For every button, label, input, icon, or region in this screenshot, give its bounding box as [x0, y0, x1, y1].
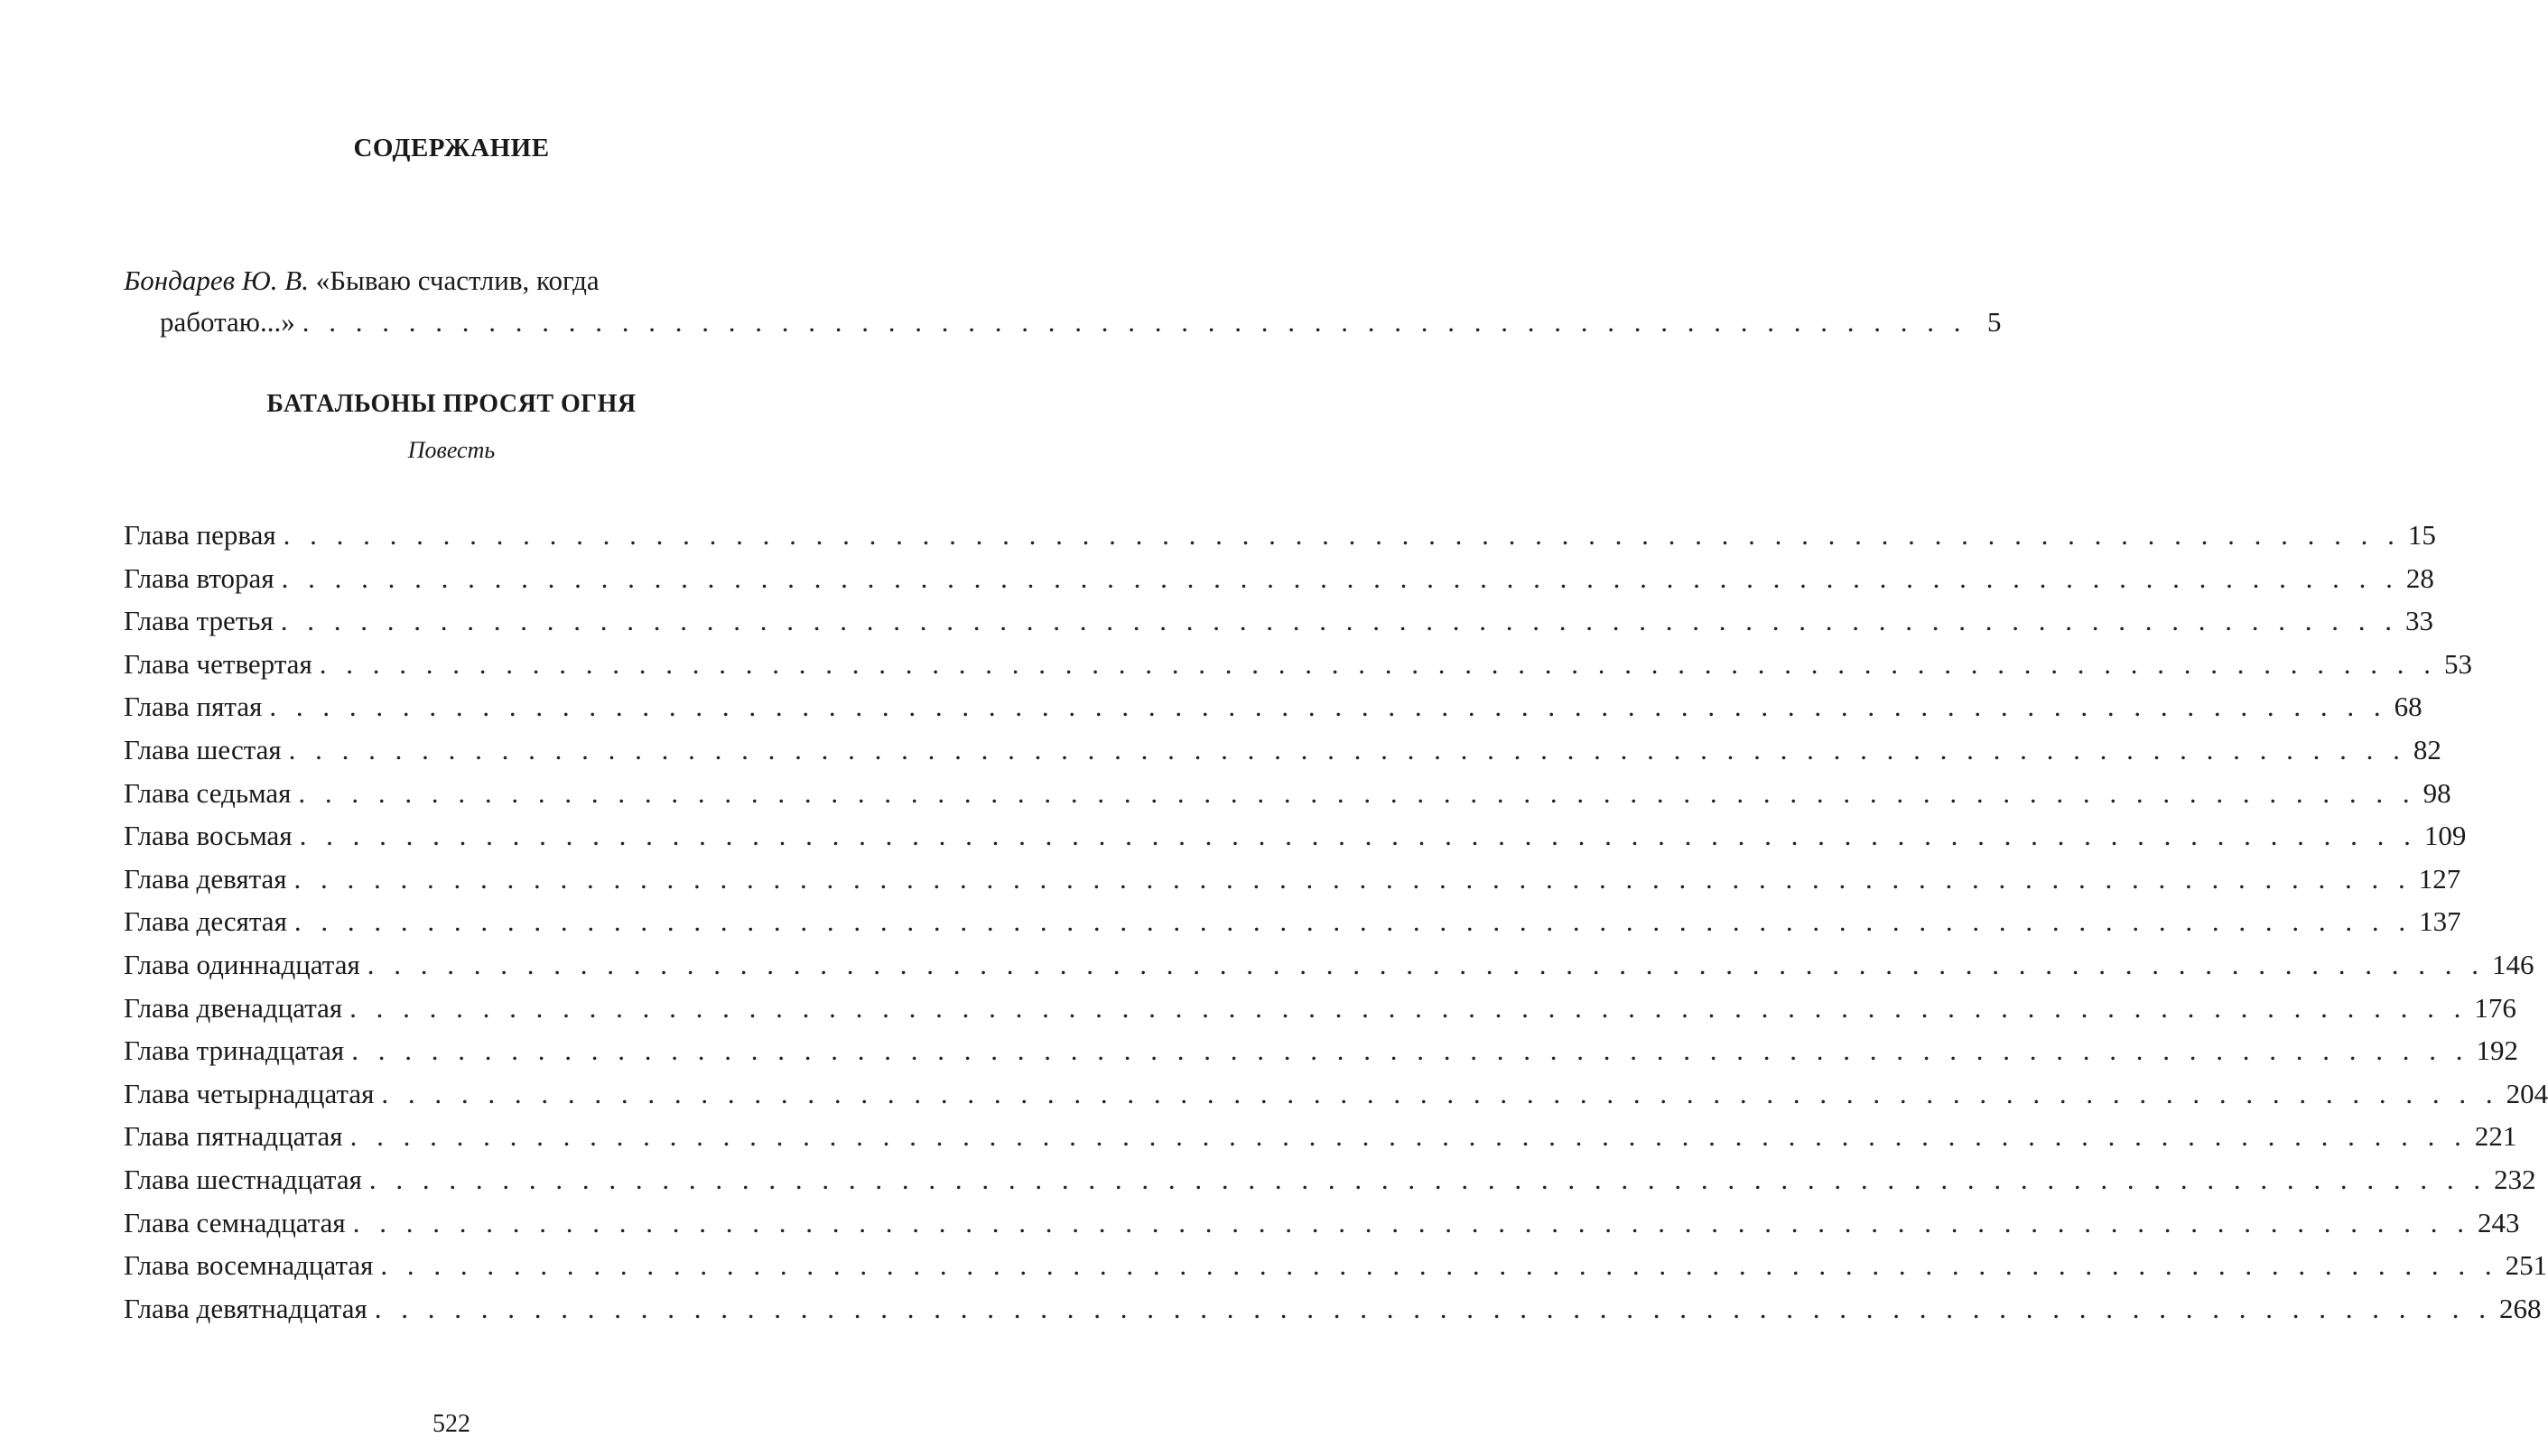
dot-leader: . . . . . . . . . . . . . . . . . . . . . . . . . . . . . . . . . . . . . . . . . . . . . . . . . . . . . . . . . . . . . . . . . . . . . . . . . . . . . . . . — [381, 1077, 2499, 1109]
chapter-page-number: 82 — [2413, 733, 2441, 765]
chapter-page-number: 109 — [2423, 820, 2467, 852]
dot-leader: . . . . . . . . . . . . . . . . . . . . . . . . . . . . . . . . . . . . . . . . . . . . . . . . . . . . . . . . . . . . . . . . . . . . . . . . . . . . . . . . — [269, 691, 2387, 723]
chapter-page-number: 146 — [2491, 948, 2534, 980]
chapter-label: Глава одиннадцатая — [124, 948, 360, 980]
toc-row — [124, 820, 2467, 863]
dot-leader: . . . . . . . . . . . . . . . . . . . . . . . . . . . . . . . . . . . . . . . . . . . . . . . . . . . . . . . . . . . . . . . . . . . . . . . . . . . . . . . . — [351, 1034, 2469, 1067]
dot-leader: . . . . . . . . . . . . . . . . . . . . . . . . . . . . . . . . . . . . . . . . . . . . . . . . . . . . . . . . . . . . . . . . . . . . . . . . . . . . . . . . — [368, 1163, 2488, 1195]
chapter-label: Глава четвертая — [124, 647, 312, 680]
chapter-page-number: 251 — [2505, 1249, 2548, 1282]
dot-leader: . . . . . . . . . . . . . . . . . . . . . . . . . . . . . . . . . . . . . . . . . . . . . . . . . . . . . . . . . . . . . . . . . . . . . . . . . . . . . . . . — [299, 820, 2417, 852]
dot-leader: . . . . . . . . . . . . . . . . . . . . . . . . . . . . . . . . . . . . . . . . . . . . . . . . . . . . . . . . . . . . . . . . . . . . . . . . . . . . . . . . — [319, 647, 2437, 680]
dot-leader: . . . . . . . . . . . . . . . . . . . . . . . . . . . . . . . . . . . . . . . . . . . . . . . . . . . . . . . . . . . . . . . . . . . . . . . . . . . . . . . . — [380, 1249, 2498, 1282]
chapter-page-number: 28 — [2405, 561, 2434, 594]
dot-leader: . . . . . . . . . . . . . . . . . . . . . . . . . . . . . . . . . . . . . . . . . . . . . . . . . . . . . . . . . . . . . . . . . . . . . . . . . . . . . . . . — [349, 991, 2468, 1024]
chapter-label: Глава пятнадцатая — [124, 1120, 343, 1153]
intro-title-line-2: работаю...» — [160, 306, 295, 338]
dot-leader: . . . . . . . . . . . . . . . . . . . . . . . . . . . . . . . . . . . . . . . . . . . . . . . . . . . . . . . . . . . . . . . . . . . . . . . . . . . . . . . . — [352, 1206, 2470, 1238]
intro-line-1 — [124, 260, 814, 301]
intro-author: Бондарев Ю. В. — [124, 264, 309, 296]
chapter-label: Глава четырнадцатая — [124, 1077, 375, 1109]
page-title: СОДЕРЖАНИЕ — [353, 134, 550, 162]
chapter-label: Глава десятая — [124, 905, 287, 938]
chapter-page-number: 137 — [2419, 905, 2461, 938]
section-subtitle: Повесть — [407, 437, 496, 463]
toc-row — [124, 1120, 2517, 1164]
chapter-page-number: 176 — [2474, 991, 2516, 1024]
chapter-label: Глава вторая — [124, 561, 274, 594]
dot-leader: . . . . . . . . . . . . . . . . . . . . . . . . . . . . . . . . . . . . . . . . . . . . . . . . . . . . . . . . . . . . . . . . . . . . . . . . . . . . . . . . — [280, 605, 2398, 637]
chapter-label: Глава шестая — [124, 733, 282, 765]
toc-row — [124, 991, 2516, 1035]
dot-leader: . . . . . . . . . . . . . . . . . . . . . . . . . . . . . . . . . . . . . . . . . . . . . . . . . . . . . . . . . . . . . . . . . . . . . . . . . . . . . . . . — [374, 1292, 2492, 1324]
dot-leader: . . . . . . . . . . . . . . . . . . . . . . . . . . . . . . . . . . . . . . . . . . . . . . . . . . . . . . . . . . . . . . . . . . . . . . . . . . . . . . . . — [298, 776, 2416, 809]
chapter-label: Глава девятнадцатая — [124, 1292, 367, 1324]
intro-line-2 — [124, 301, 2002, 343]
toc-row — [124, 948, 2534, 992]
toc-row — [124, 691, 2422, 734]
footer-page-number: 522 — [432, 1410, 470, 1438]
chapter-label: Глава седьмая — [124, 776, 292, 809]
dot-leader: . . . . . . . . . . . . . . . . . . . . . . . . . . . . . . . . . . . . . . . . . . . . . . . . . . . . . . . . . . . . . . . . . . . . . . . . . . . . . . . . — [283, 519, 2401, 551]
toc-row — [124, 862, 2461, 906]
dot-leader: . . . . . . . . . . . . . . . . . . . . . . . . . . . . . . . . . . . . . . . . . . . . . . . . . . . . . . . . . . . . . . . . . . . . . . . . . . . . . . . . — [281, 561, 2399, 594]
chapter-page-number: 204 — [2506, 1077, 2548, 1109]
section-title: БАТАЛЬОНЫ ПРОСЯТ ОГНЯ — [266, 390, 637, 418]
chapter-label: Глава восьмая — [124, 820, 293, 852]
chapter-page-number: 98 — [2422, 776, 2451, 809]
dot-leader: . . . . . . . . . . . . . . . . . . . . . . . . . . . . . . . . . . . . . . . . . . . . . . . . . . . . . . . . . . . . . . . . . . . . . . . . . . . . . . . . — [293, 862, 2412, 895]
toc-row — [124, 647, 2472, 691]
toc-row — [124, 519, 2436, 562]
toc-row — [124, 1163, 2536, 1207]
chapter-page-number: 33 — [2404, 605, 2433, 637]
toc-row — [124, 1077, 2548, 1121]
table-of-contents — [124, 519, 2548, 1335]
chapter-label: Глава девятая — [124, 862, 287, 895]
dot-leader: . . . . . . . . . . . . . . . . . . . . . . . . . . . . . . . . . . . . . . . . . . . . . . . . . . . . . . . . . . . . . . . . . . . . . . . . . . . . . . . . — [288, 733, 2406, 765]
toc-row — [124, 905, 2461, 949]
dot-leader: . . . . . . . . . . . . . . . . . . . . . . . . . . . . . . . . . . . . . . . . . . . . . . . . . . . . . . . . . . . . . . . . . . . . . . . . . . . . . . . . — [367, 948, 2485, 980]
chapter-label: Глава пятая — [124, 691, 263, 723]
dot-leader: . . . . . . . . . . . . . . . . . . . . . . . . . . . . . . . . . . . . . . . . . . . . . . . . . . . . . . . . . . . . . . . — [302, 306, 1967, 338]
toc-row — [124, 1206, 2520, 1250]
chapter-label: Глава первая — [124, 519, 276, 551]
toc-row — [124, 561, 2434, 606]
dot-leader: . . . . . . . . . . . . . . . . . . . . . . . . . . . . . . . . . . . . . . . . . . . . . . . . . . . . . . . . . . . . . . . . . . . . . . . . . . . . . . . . — [349, 1120, 2468, 1153]
chapter-label: Глава шестнадцатая — [124, 1163, 362, 1195]
intro-entry — [124, 260, 2002, 343]
chapter-page-number: 268 — [2499, 1292, 2542, 1324]
chapter-label: Глава семнадцатая — [124, 1206, 346, 1238]
toc-row — [124, 1034, 2518, 1078]
chapter-page-number: 232 — [2494, 1163, 2536, 1195]
chapter-page-number: 243 — [2477, 1206, 2520, 1238]
toc-row — [124, 1249, 2548, 1293]
chapter-page-number: 15 — [2407, 519, 2436, 551]
chapter-page-number: 221 — [2474, 1120, 2517, 1153]
chapter-label: Глава третья — [124, 605, 274, 637]
dot-leader: . . . . . . . . . . . . . . . . . . . . . . . . . . . . . . . . . . . . . . . . . . . . . . . . . . . . . . . . . . . . . . . . . . . . . . . . . . . . . . . . — [293, 905, 2413, 938]
toc-row — [124, 776, 2451, 821]
chapter-label: Глава тринадцатая — [124, 1034, 345, 1067]
chapter-page-number: 68 — [2394, 691, 2422, 723]
intro-page-number: 5 — [1986, 306, 2002, 338]
chapter-page-number: 53 — [2443, 647, 2472, 680]
toc-row — [124, 1292, 2542, 1336]
chapter-label: Глава восемнадцатая — [124, 1249, 374, 1282]
chapter-page-number: 127 — [2418, 862, 2461, 895]
intro-title-line-1: «Бываю счастлив, когда — [315, 264, 600, 296]
chapter-label: Глава двенадцатая — [124, 991, 343, 1024]
toc-row — [124, 605, 2433, 648]
chapter-page-number: 192 — [2476, 1034, 2518, 1067]
toc-row — [124, 733, 2441, 777]
